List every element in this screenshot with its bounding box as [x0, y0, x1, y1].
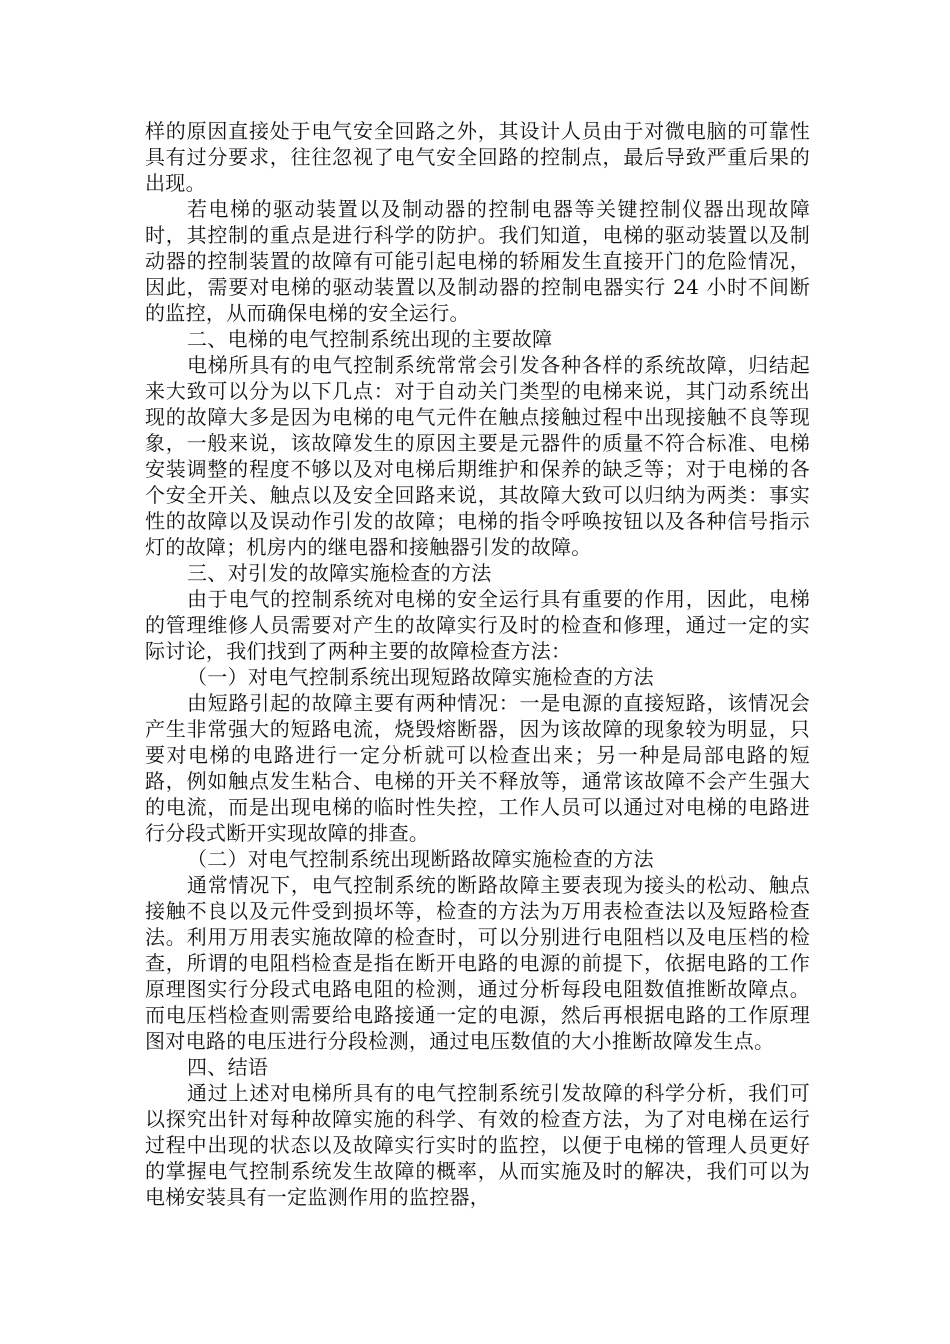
paragraph-open-circuit: 通常情况下，电气控制系统的断路故障主要表现为接头的松动、触点接触不良以及元件受到损坏等，检查的方法为万用表检查法以及短路检查法。利用万用表实施故障的检查时，可以分别进行电阻档以及电压档的检查，所谓的电阻档检查是指在断开电路的电源的前提下，依据电路的工作原理图实行分段式电路电阻的检测，通过分析每段电阻数值推断故障点。而电压档检查则需要给电路接通一定的电源，然后再根据电路的工作原理图对电路的电压进行分段检测，通过电压数值的大小推断故障发生点。	[145, 873, 810, 1053]
section-heading-4: 四、结语	[187, 1055, 269, 1079]
section-heading-3: 三、对引发的故障实施检查的方法	[187, 561, 492, 585]
paragraph-conclusion: 通过上述对电梯所具有的电气控制系统引发故障的科学分析，我们可以探究出针对每种故障实施的科学、有效的检查方法，为了对电梯在运行过程中出现的状态以及故障实行实时的监控，以便于电梯的管理人员更好的掌握电气控制系统发生故障的概率，从而实施及时的解决，我们可以为电梯安装具有一定监测作用的监控器，	[145, 1081, 810, 1209]
paragraph-main-faults: 电梯所具有的电气控制系统常常会引发各种各样的系统故障，归结起来大致可以分为以下几点：对于自动关门类型的电梯来说，其门动系统出现的故障大多是因为电梯的电气元件在触点接触过程中出现接触不良等现象，一般来说，该故障发生的原因主要是元器件的质量不符合标准、电梯安装调整的程度不够以及对电梯后期维护和保养的缺乏等；对于电梯的各个安全开关、触点以及安全回路来说，其故障大致可以归纳为两类：事实性的故障以及误动作引发的故障；电梯的指令呼唤按钮以及各种信号指示灯的故障；机房内的继电器和接触器引发的故障。	[145, 353, 810, 559]
paragraph-drive-brake-control: 若电梯的驱动装置以及制动器的控制电器等关键控制仪器出现故障时，其控制的重点是进行科学的防护。我们知道，电梯的驱动装置以及制动器的控制装置的故障有可能引起电梯的轿厢发生直接开门的危险情况，因此，需要对电梯的驱动装置以及制动器的控制电器实行 24 小时不间断的监控，从而确保电梯的安全运行。	[145, 197, 810, 325]
subsection-heading-short-circuit: （一）对电气控制系统出现短路故障实施检查的方法	[187, 665, 654, 689]
section-heading-2: 二、电梯的电气控制系统出现的主要故障	[187, 327, 553, 351]
paragraph-continuation: 样的原因直接处于电气安全回路之外，其设计人员由于对微电脑的可靠性具有过分要求，往往忽视了电气安全回路的控制点，最后导致严重后果的出现。	[145, 119, 810, 195]
document-body	[145, 118, 810, 1210]
subsection-heading-open-circuit: （二）对电气控制系统出现断路故障实施检查的方法	[187, 847, 654, 871]
paragraph-short-circuit: 由短路引起的故障主要有两种情况：一是电源的直接短路，该情况会产生非常强大的短路电流，烧毁熔断器，因为该故障的现象较为明显，只要对电梯的电路进行一定分析就可以检查出来；另一种是局部电路的短路，例如触点发生粘合、电梯的开关不释放等，通常该故障不会产生强大的电流，而是出现电梯的临时性失控，工作人员可以通过对电梯的电路进行分段式断开实现故障的排查。	[145, 691, 810, 845]
paragraph-inspection-intro: 由于电气的控制系统对电梯的安全运行具有重要的作用，因此，电梯的管理维修人员需要对产生的故障实行及时的检查和修理，通过一定的实际讨论，我们找到了两种主要的故障检查方法：	[145, 587, 810, 663]
